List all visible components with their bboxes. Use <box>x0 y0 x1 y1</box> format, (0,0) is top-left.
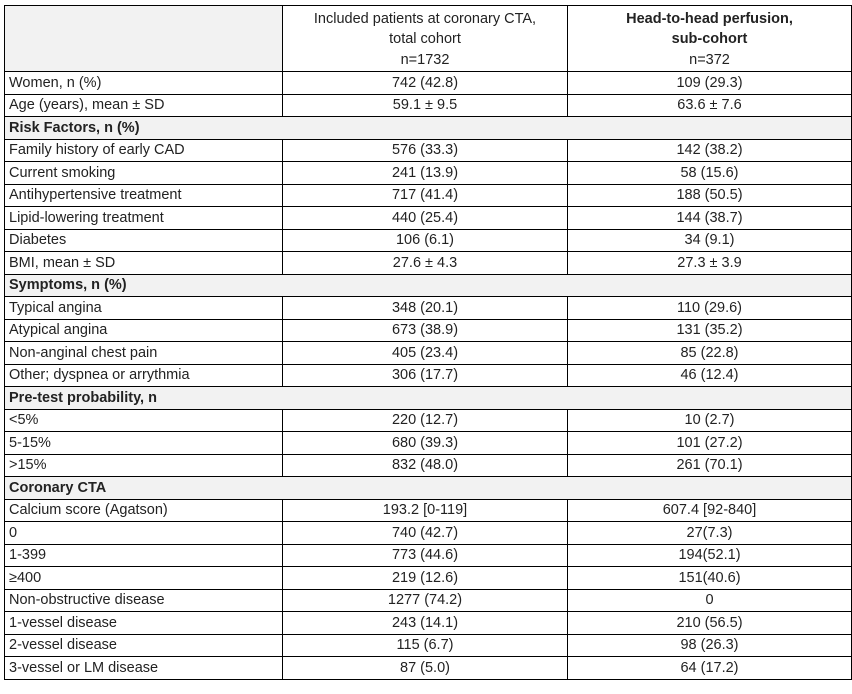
sub-cohort-value: 151(40.6) <box>568 567 852 590</box>
sub-cohort-value: 0 <box>568 589 852 612</box>
header-sub-cohort-line2: sub-cohort <box>671 31 748 47</box>
row-label: Family history of early CAD <box>5 139 283 162</box>
table-row <box>5 634 852 657</box>
sub-cohort-value: 34 (9.1) <box>568 229 852 252</box>
row-label: 0 <box>5 522 283 545</box>
sub-cohort-value: 27.3 ± 3.9 <box>568 252 852 275</box>
table-container <box>4 5 852 680</box>
row-label: Other; dyspnea or arrythmia <box>5 364 283 387</box>
total-cohort-value: 742 (42.8) <box>283 72 568 95</box>
table-row <box>5 364 852 387</box>
row-label: 1-vessel disease <box>5 612 283 635</box>
table-row <box>5 432 852 455</box>
table-row <box>5 567 852 590</box>
row-label: Current smoking <box>5 162 283 185</box>
row-label: Age (years), mean ± SD <box>5 94 283 117</box>
sub-cohort-value: 58 (15.6) <box>568 162 852 185</box>
row-label: BMI, mean ± SD <box>5 252 283 275</box>
total-cohort-value: 115 (6.7) <box>283 634 568 657</box>
total-cohort-value: 219 (12.6) <box>283 567 568 590</box>
table-row <box>5 454 852 477</box>
total-cohort-value: 87 (5.0) <box>283 657 568 680</box>
header-sub-cohort <box>568 6 852 72</box>
sub-cohort-value: 63.6 ± 7.6 <box>568 94 852 117</box>
table-body <box>5 72 852 680</box>
sub-cohort-value: 142 (38.2) <box>568 139 852 162</box>
row-label: 3-vessel or LM disease <box>5 657 283 680</box>
header-sub-cohort-line1: Head-to-head perfusion, <box>626 10 793 27</box>
sub-cohort-value: 101 (27.2) <box>568 432 852 455</box>
table-row <box>5 499 852 522</box>
row-label: >15% <box>5 454 283 477</box>
total-cohort-value: 717 (41.4) <box>283 184 568 207</box>
table-row <box>5 72 852 95</box>
header-total-cohort <box>283 6 568 72</box>
sub-cohort-value: 109 (29.3) <box>568 72 852 95</box>
row-label: Non-obstructive disease <box>5 589 283 612</box>
sub-cohort-value: 607.4 [92-840] <box>568 499 852 522</box>
table-row <box>5 229 852 252</box>
header-total-cohort-line1: Included patients at coronary CTA, <box>313 10 537 27</box>
table-row <box>5 139 852 162</box>
table-row <box>5 342 852 365</box>
sub-cohort-value: 210 (56.5) <box>568 612 852 635</box>
total-cohort-value: 773 (44.6) <box>283 544 568 567</box>
section-header-row <box>5 274 852 297</box>
total-cohort-value: 680 (39.3) <box>283 432 568 455</box>
total-cohort-value: 59.1 ± 9.5 <box>283 94 568 117</box>
total-cohort-value: 405 (23.4) <box>283 342 568 365</box>
total-cohort-value: 1277 (74.2) <box>283 589 568 612</box>
table-row <box>5 207 852 230</box>
total-cohort-value: 306 (17.7) <box>283 364 568 387</box>
total-cohort-value: 740 (42.7) <box>283 522 568 545</box>
total-cohort-value: 106 (6.1) <box>283 229 568 252</box>
row-label: Non-anginal chest pain <box>5 342 283 365</box>
section-header-row <box>5 477 852 500</box>
table-row <box>5 94 852 117</box>
header-row <box>5 6 852 72</box>
row-label: Women, n (%) <box>5 72 283 95</box>
header-total-cohort-n: n=1732 <box>400 51 450 68</box>
header-total-cohort-line2: total cohort <box>389 31 461 47</box>
row-label: 1-399 <box>5 544 283 567</box>
sub-cohort-value: 144 (38.7) <box>568 207 852 230</box>
table-row <box>5 544 852 567</box>
total-cohort-value: 243 (14.1) <box>283 612 568 635</box>
total-cohort-value: 241 (13.9) <box>283 162 568 185</box>
sub-cohort-value: 64 (17.2) <box>568 657 852 680</box>
row-label: Typical angina <box>5 297 283 320</box>
total-cohort-value: 576 (33.3) <box>283 139 568 162</box>
sub-cohort-value: 85 (22.8) <box>568 342 852 365</box>
section-title: Coronary CTA <box>5 477 852 500</box>
sub-cohort-value: 194(52.1) <box>568 544 852 567</box>
section-title: Pre-test probability, n <box>5 387 852 410</box>
row-label: Diabetes <box>5 229 283 252</box>
header-sub-cohort-n: n=372 <box>689 51 730 68</box>
total-cohort-value: 673 (38.9) <box>283 319 568 342</box>
baseline-characteristics-table <box>4 5 852 680</box>
table-row <box>5 319 852 342</box>
table-row <box>5 589 852 612</box>
total-cohort-value: 348 (20.1) <box>283 297 568 320</box>
sub-cohort-value: 110 (29.6) <box>568 297 852 320</box>
table-row <box>5 522 852 545</box>
section-title: Risk Factors, n (%) <box>5 117 852 140</box>
total-cohort-value: 832 (48.0) <box>283 454 568 477</box>
sub-cohort-value: 10 (2.7) <box>568 409 852 432</box>
header-corner-cell <box>5 6 283 72</box>
section-header-row <box>5 117 852 140</box>
total-cohort-value: 220 (12.7) <box>283 409 568 432</box>
section-header-row <box>5 387 852 410</box>
row-label: <5% <box>5 409 283 432</box>
table-row <box>5 184 852 207</box>
row-label: Calcium score (Agatson) <box>5 499 283 522</box>
row-label: Atypical angina <box>5 319 283 342</box>
sub-cohort-value: 46 (12.4) <box>568 364 852 387</box>
row-label: Lipid-lowering treatment <box>5 207 283 230</box>
row-label: 5-15% <box>5 432 283 455</box>
sub-cohort-value: 131 (35.2) <box>568 319 852 342</box>
sub-cohort-value: 261 (70.1) <box>568 454 852 477</box>
table-row <box>5 409 852 432</box>
row-label: 2-vessel disease <box>5 634 283 657</box>
total-cohort-value: 193.2 [0-119] <box>283 499 568 522</box>
sub-cohort-value: 98 (26.3) <box>568 634 852 657</box>
row-label: ≥400 <box>5 567 283 590</box>
table-row <box>5 252 852 275</box>
total-cohort-value: 440 (25.4) <box>283 207 568 230</box>
total-cohort-value: 27.6 ± 4.3 <box>283 252 568 275</box>
sub-cohort-value: 27(7.3) <box>568 522 852 545</box>
table-row <box>5 612 852 635</box>
table-row <box>5 657 852 680</box>
row-label: Antihypertensive treatment <box>5 184 283 207</box>
section-title: Symptoms, n (%) <box>5 274 852 297</box>
table-row <box>5 162 852 185</box>
table-row <box>5 297 852 320</box>
sub-cohort-value: 188 (50.5) <box>568 184 852 207</box>
